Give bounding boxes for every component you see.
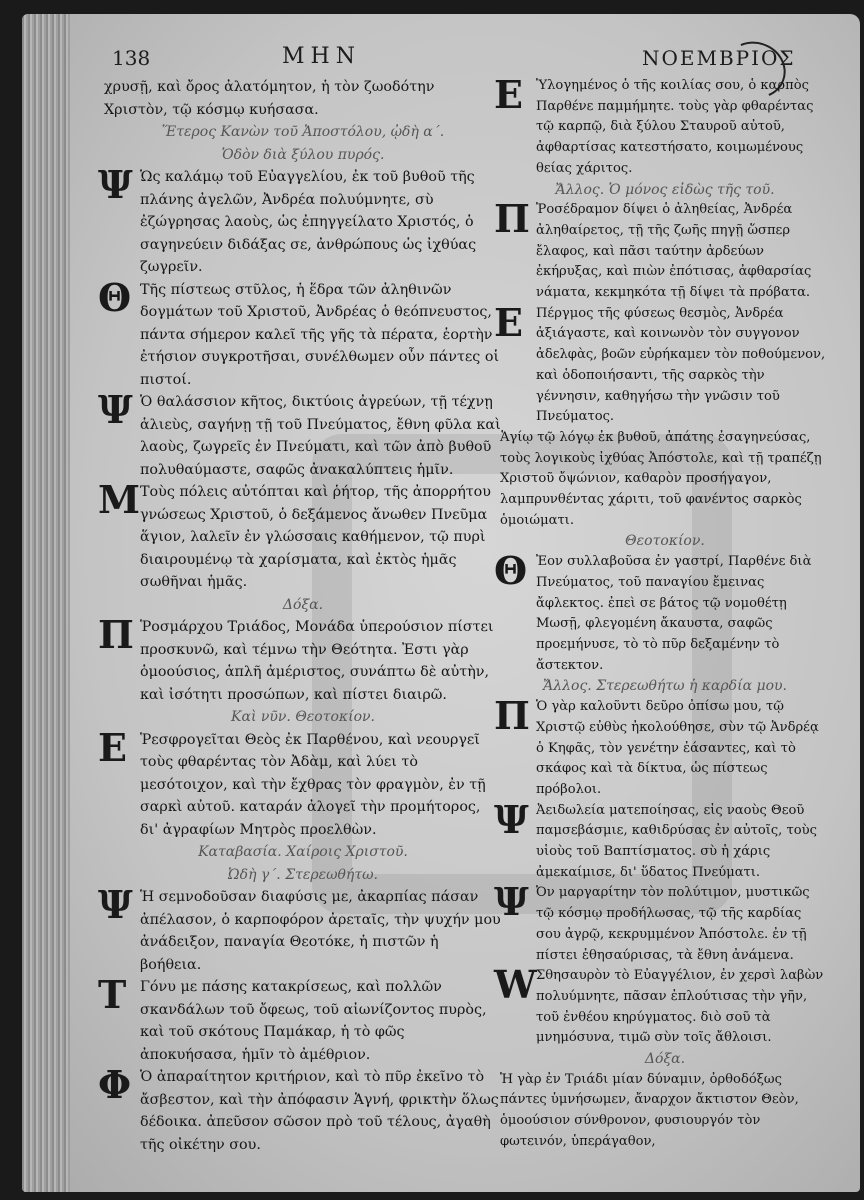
decorative-initial: Ψ [98,882,133,927]
section-subtitle: Δόξα. [644,1051,686,1068]
verse-paragraph [98,162,502,279]
verse-text: Ἐον συλλαβοῦσα ἐν γαστρί, Παρθένε διὰ Πνεύματος, τοῦ παναγίου ἔμεινας ἄφλεκτος. ἐπεὶ σε βάτος τῷ νομοθέτῃ Μωσῇ, φλεγομένη ἄκαυστα, σαφῶς προεμήνυσε, τὸ τὸ πῦρ δεξαμένην τὸ ἄστεκτον. [536,554,812,673]
verse-paragraph [494,72,830,180]
verse-text: Ῥεσφρογεῖται Θεὸς ἐκ Παρθένου, καὶ νεουργεῖ τοὺς φθαρέντας τὸν Ἀδὰμ, καὶ λύει τὸ μεσότοιχον, καὶ τὴν ἔχθρας τὸν φραγμὸν, ἐν τῇ σαρκὶ αὐτοῦ. καταράν ἀλογεῖ τὴν προμήτορος, δι' ἀγραφίων Μητρὸς προελθὼν. [140,731,486,838]
decorative-initial: Π [494,196,530,242]
section-heading: Ἕτερος Κανὼν τοῦ Ἀποστόλου, ᾠδὴ α΄. [161,124,445,140]
verse-paragraph [494,879,830,966]
decorative-initial: Ε [494,72,523,117]
verse-paragraph [494,693,830,801]
text-paragraph: χρυσῇ, καὶ ὄρος ἀλατόμητον, ἡ τὸν ζωοδότην Χριστὸν, τῷ κόσμῳ κυήσασα. [104,79,435,118]
verse-paragraph [98,274,502,392]
verse-text: Πέργμος τῆς φύσεως θεσμὸς, Ἀνδρέα ἀξιάγαστε, καὶ κοινωνὸν τὸν συγγονον ἀδελφὰς, βοῶν εὑρήκαμεν τὸν ποθούμενον, καὶ ὁδοποιήσαντι, τῆς σαρκὸς τὴν γέννησιν, καθηγήσω τὴν γνῶσιν τοῦ Πνεύματος. [536,305,826,425]
page-number: 138 [112,46,151,70]
section-subtitle: Καὶ νῦν. Θεοτοκίον. [231,709,375,725]
section-subtitle: Θεοτοκίον. [625,533,705,550]
decorative-initial: Ψ [494,796,529,842]
running-title: ΜΗΝ [282,44,361,69]
verse-paragraph [98,1062,502,1156]
verse-text: Ὀν μαργαρίτην τὸν πολύτιμον, μυστικῶς τῷ κόσμῳ προδήλωσας, τῷ τῆς καρδίας σου ἀγρῷ, κεκρυμμένον Ἀπόστολε. ἐν τῇ πίστει ἐθησαύρισας, τὰ ἔθνη ἀνάμενα. [536,885,810,963]
month-title: ΝΟΕΜΒΡΙΟΣ [642,46,796,70]
decorative-initial: Ψ [98,162,133,207]
section-subtitle: Δόξα. [282,596,324,613]
verse-paragraph [494,299,830,428]
verse-text: Ὁ γὰρ καλοῦντι δεῦρο ὀπίσω μου, τῷ Χριστῷ εὐθὺς ἠκολούθησε, σὺν τῷ Ἀνδρέᾳ ὁ Κηφᾶς, τὸν γενέτην ἐάσαντες, καὶ τὸ σκάφος καὶ τὰ δίκτυα, ὡς πίστεως πρόβολοι. [536,699,819,797]
verse-paragraph [98,972,502,1066]
section-subtitle: Καταβασία. Χαίροις Χριστοῦ. [198,844,408,860]
text-paragraph: Ἡ γὰρ ἐν Τριάδι μίαν δύναμιν, ὀρθοδόξως πάντες ὑμνήσωμεν, ἄναρχον ἄκτιστον Θεὸν, ὁμοούσιον σύνθρονον, φυσιουργόν τὸν φωτεινόν, ὑπεράγαθον, [500,1071,799,1149]
decorative-initial: Ψ [98,387,133,432]
verse-text: Ὁ ἀπαραίτητον κριτήριον, καὶ τὸ πῦρ ἐκεῖνο τὸ ἄσβεστον, καὶ τὴν ἀπόφασιν Ἁγνή, φρικτὴν ὅλως δέδοικα. ἀπεῦσον σῶσον πρὸ τοῦ τέλους, ἀγαθὴ τῆς οἰκέτην σου. [140,1069,499,1153]
verse-text: Τῆς πίστεως στῦλος, ἡ ἕδρα τῶν ἀληθινῶν δογμάτων τοῦ Χριστοῦ, Ἀνδρέας ὁ θεόπνευστος, πάντα σήμερον καλεῖ τῆς γῆς τὰ πέρατα, ἑορτὴν ἐτήσιον συγκροτῆσαι, συνέλθωμεν οὖν πάντες οἱ πιστοί. [140,281,500,388]
verse-text: Ἡ σεμνοδοῦσαν διαφύσις με, ἀκαρπίας πάσαν ἀπέλασον, ὁ καρποφόρον ἀρεταῖς, τὴν ψυχήν μου ἀνάδειξον, παναγία Θεοτόκε, ἡ πιστῶν ἡ βοήθεια. [140,889,501,973]
decorative-initial: Τ [98,972,127,1017]
section-heading: Ἄλλος. Ὁ μόνος εἰδὼς τῆς τοῦ. [555,181,775,198]
decorative-initial: Θ [494,548,528,594]
verse-paragraph [494,196,830,304]
verse-paragraph [494,548,830,676]
verse-text: Ῥοσμάρχου Τριάδος, Μονάδα ὑπερούσιον πίστει προσκυνῶ, καὶ τέμνω τὴν Θεότητα. Ἐστι γὰρ ὁμοούσιος, ἁπλῆ ἀμέριστος, συνάπτω δὲ αὐτὴν, καὶ ἰσότητι προσώπων, καὶ πίστει διαιρῶ. [140,619,494,703]
decorative-initial: Ε [494,299,523,345]
verse-paragraph [98,387,502,481]
verse-text: Τοὺς πόλεις αὐτόπται καὶ ῥήτορ, τῆς ἀπορρήτου γνώσεως Χριστοῦ, ὁ δεξάμενος ἄνωθεν Πνεῦμα ἅγιον, λαλεῖν ἐν γλώσσαις καθήμενον, τῷ πυρὶ διαιρουμένῳ τὰ χαρίσματα, καὶ ἐκτὸς ἡμᾶς σωθῆναι ἡμᾶς. [140,484,491,590]
verse-paragraph [494,796,830,884]
page-header [82,42,796,76]
verse-text: Ὡς καλάμῳ τοῦ Εὐαγγελίου, ἐκ τοῦ βυθοῦ τῆς πλάνης ἀγελῶν, Ἀνδρέα πολυύμνητε, σὺ ἐζώγρησας λαοὺς, ὡς ἐπηγγείλατο Χριστός, ὁ σαγηνεύειν διδάξας σε, ἀνθρώπους ὡς ἰχθύας ζωγρεῖν. [140,169,477,275]
decorative-initial: Π [494,693,530,739]
book-page [22,14,860,1192]
section-subtitle: Ὠδὴ γ΄. Στερεωθήτω. [228,866,378,883]
decorative-initial: Μ [98,477,141,522]
section-subtitle: Ὁδὸν διὰ ξύλου πυρός. [221,146,385,163]
verse-text: Ὑλογημένος ὁ τῆς κοιλίας σου, ὁ καρπὸς Παρθένε παμμήμητε. τοὺς γὰρ φθαρέντας τῷ καρπῷ, διὰ ξύλου Σταυροῦ αὐτοῦ, ἀφθαρτίσας κατεστήσατο, κοιμωμένους θείας χάριτος. [536,78,814,176]
page-edge [22,14,70,1192]
decorative-initial: W [494,962,537,1008]
text-paragraph: Ἁγίῳ τῷ λόγῳ ἐκ βυθοῦ, ἀπάτης ἐσαγηνεύσας, τοὺς λογικοὺς ἰχθύας Ἀπόστολε, καὶ τῇ τραπέζῃ Χριστοῦ ὄψώνιον, καθαρὸν προσήγαγον, λαμπρυνθέντας χάριτι, τοῦ φανέντος σαρκὸς ὁμοιώματι. [500,429,822,528]
verse-text: Γόνυ με πάσης κατακρίσεως, καὶ πολλῶν σκανδάλων τοῦ ὄφεως, τοῦ αἰωνίζοντος πυρὸς, καὶ τοῦ σκότους Παμάκαρ, ἡ τὸ φῶς ἀποκυήσασα, ἡμῖν τὸ ἀμέθριον. [140,979,487,1063]
decorative-initial: Ε [98,724,127,770]
verse-text: Ὁ θαλάσσιον κῆτος, δικτύοις ἀγρεύων, τῇ τέχνῃ ἁλιεὺς, σαγήνῃ τῇ τοῦ Πνεύματος, ἔθνη φῦλα καὶ λαοὺς, ζωγρεῖς ἐν Πνεύματι, καὶ τῶν ἀπὸ βυθοῦ πολυθαύμαστε, σαφῶς ἀνακαλύπτεις ἡμῖν. [140,394,501,478]
decorative-initial: Θ [98,274,132,320]
verse-paragraph [98,477,502,594]
verse-text: Σθησαυρὸν τὸ Εὐαγγέλιον, ἐν χερσὶ λαβὼν πολυύμνητε, πᾶσαν ἐπλούτισας τὴν γῆν, τοῦ ἐνθέου κηρύγματος. διὸ σοῦ τὰ μνημόσυνα, τιμῶ σὺν τοῖς ἄθλοισι. [536,968,824,1046]
section-heading: Ἄλλος. Στερεωθήτω ἡ καρδία μου. [543,678,787,695]
left-column [98,76,502,1156]
verse-text: Ῥοσέδραμον δίψει ὁ ἀληθείας, Ἀνδρέα ἀληθαίρετος, τῇ τῆς ζωῆς πηγῇ ὥσπερ ἔλαφος, καὶ πᾶσι ταύτην ἀρδεύων ἐκήρυξας, καὶ πιὼν ἐπότισας, ἀφθαρσίας νάματα, κεκμηκότα τῇ δίψει τὰ πρόβατα. [536,202,812,301]
verse-paragraph [98,612,502,706]
verse-paragraph [98,724,502,842]
decorative-initial: Π [98,612,134,657]
decorative-initial: Φ [98,1062,132,1107]
decorative-initial: Ψ [494,879,529,925]
verse-paragraph [494,962,830,1049]
verse-text: Ἀειδωλεία ματεποίησας, εἰς ναοὺς Θεοῦ παμσεβάσμιε, καθιδρύσας ἐν αὐτοῖς, τοὺς υἱοὺς τοῦ Βαπτίσματος. σὺ ἡ χάρις ἀμεκαίμισε, δι' ὕδατος Πνεύματι. [536,802,817,880]
right-column [494,72,830,1153]
verse-paragraph [98,882,502,976]
